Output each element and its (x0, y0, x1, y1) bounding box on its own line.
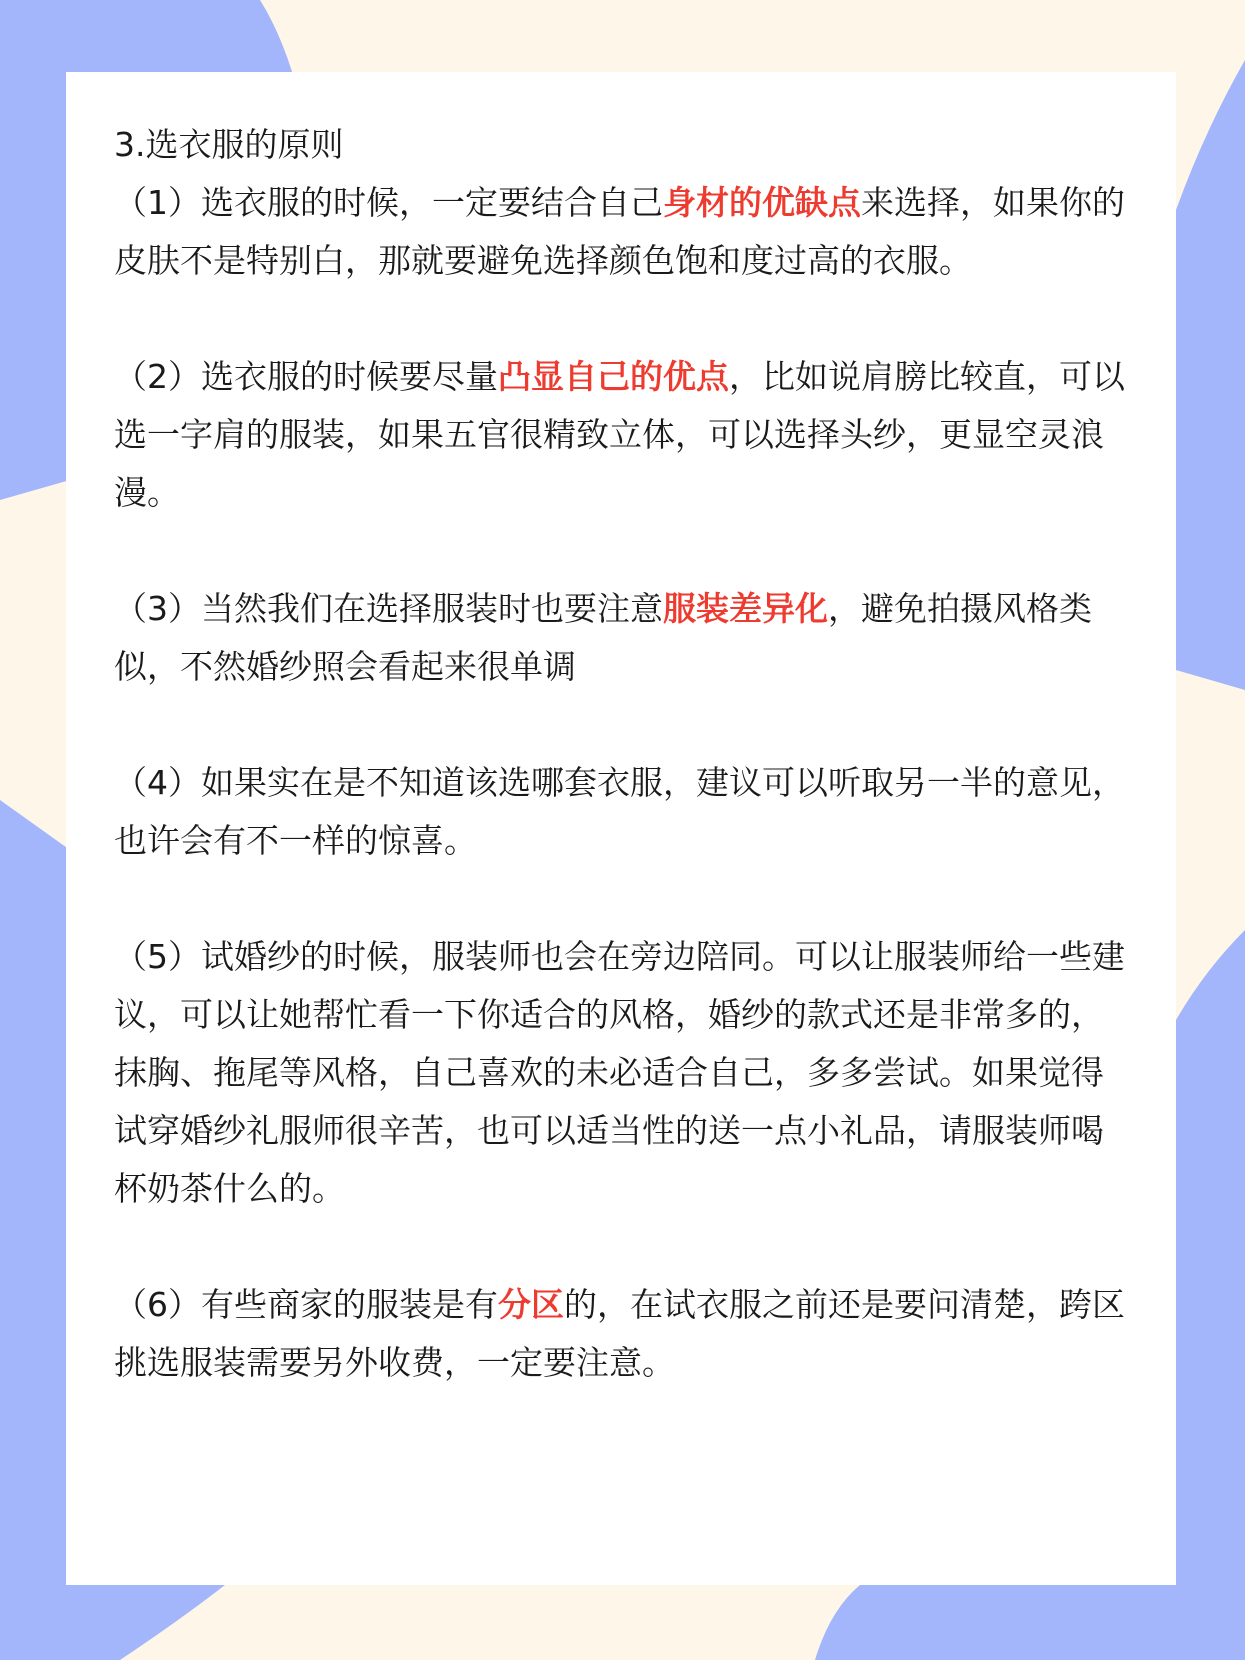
highlight-text: 身材的优缺点 (663, 183, 861, 222)
highlight-text: 分区 (498, 1285, 564, 1324)
highlight-text: 凸显自己的优点 (498, 357, 729, 396)
principle-2: （2）选衣服的时候要尽量凸显自己的优点，比如说肩膀比较直，可以选一字肩的服装，如果五官很精致立体，可以选择头纱，更显空灵浪漫。 (114, 357, 1125, 512)
principle-1: （1）选衣服的时候，一定要结合自己身材的优缺点来选择，如果你的皮肤不是特别白，那就要避免选择颜色饱和度过高的衣服。 (114, 183, 1125, 280)
section-heading: 3.选衣服的原则 (114, 125, 344, 164)
highlight-text: 服装差异化 (663, 589, 828, 628)
principle-4: （4）如果实在是不知道该选哪套衣服，建议可以听取另一半的意见，也许会有不一样的惊喜。 (114, 763, 1125, 860)
principle-3: （3）当然我们在选择服装时也要注意服装差异化，避免拍摄风格类似，不然婚纱照会看起来很单调 (114, 589, 1092, 686)
content-card (66, 72, 1176, 1585)
principle-6: （6）有些商家的服装是有分区的，在试衣服之前还是要问清楚，跨区挑选服装需要另外收费，一定要注意。 (114, 1285, 1125, 1382)
principle-5: （5）试婚纱的时候，服装师也会在旁边陪同。可以让服装师给一些建议，可以让她帮忙看一下你适合的风格，婚纱的款式还是非常多的，抹胸、拖尾等风格，自己喜欢的未必适合自己，多多尝试。如果觉得试穿婚纱礼服师很辛苦，也可以适当性的送一点小礼品，请服装师喝杯奶茶什么的。 (114, 937, 1125, 1208)
blob-right-upper (1176, 60, 1245, 690)
